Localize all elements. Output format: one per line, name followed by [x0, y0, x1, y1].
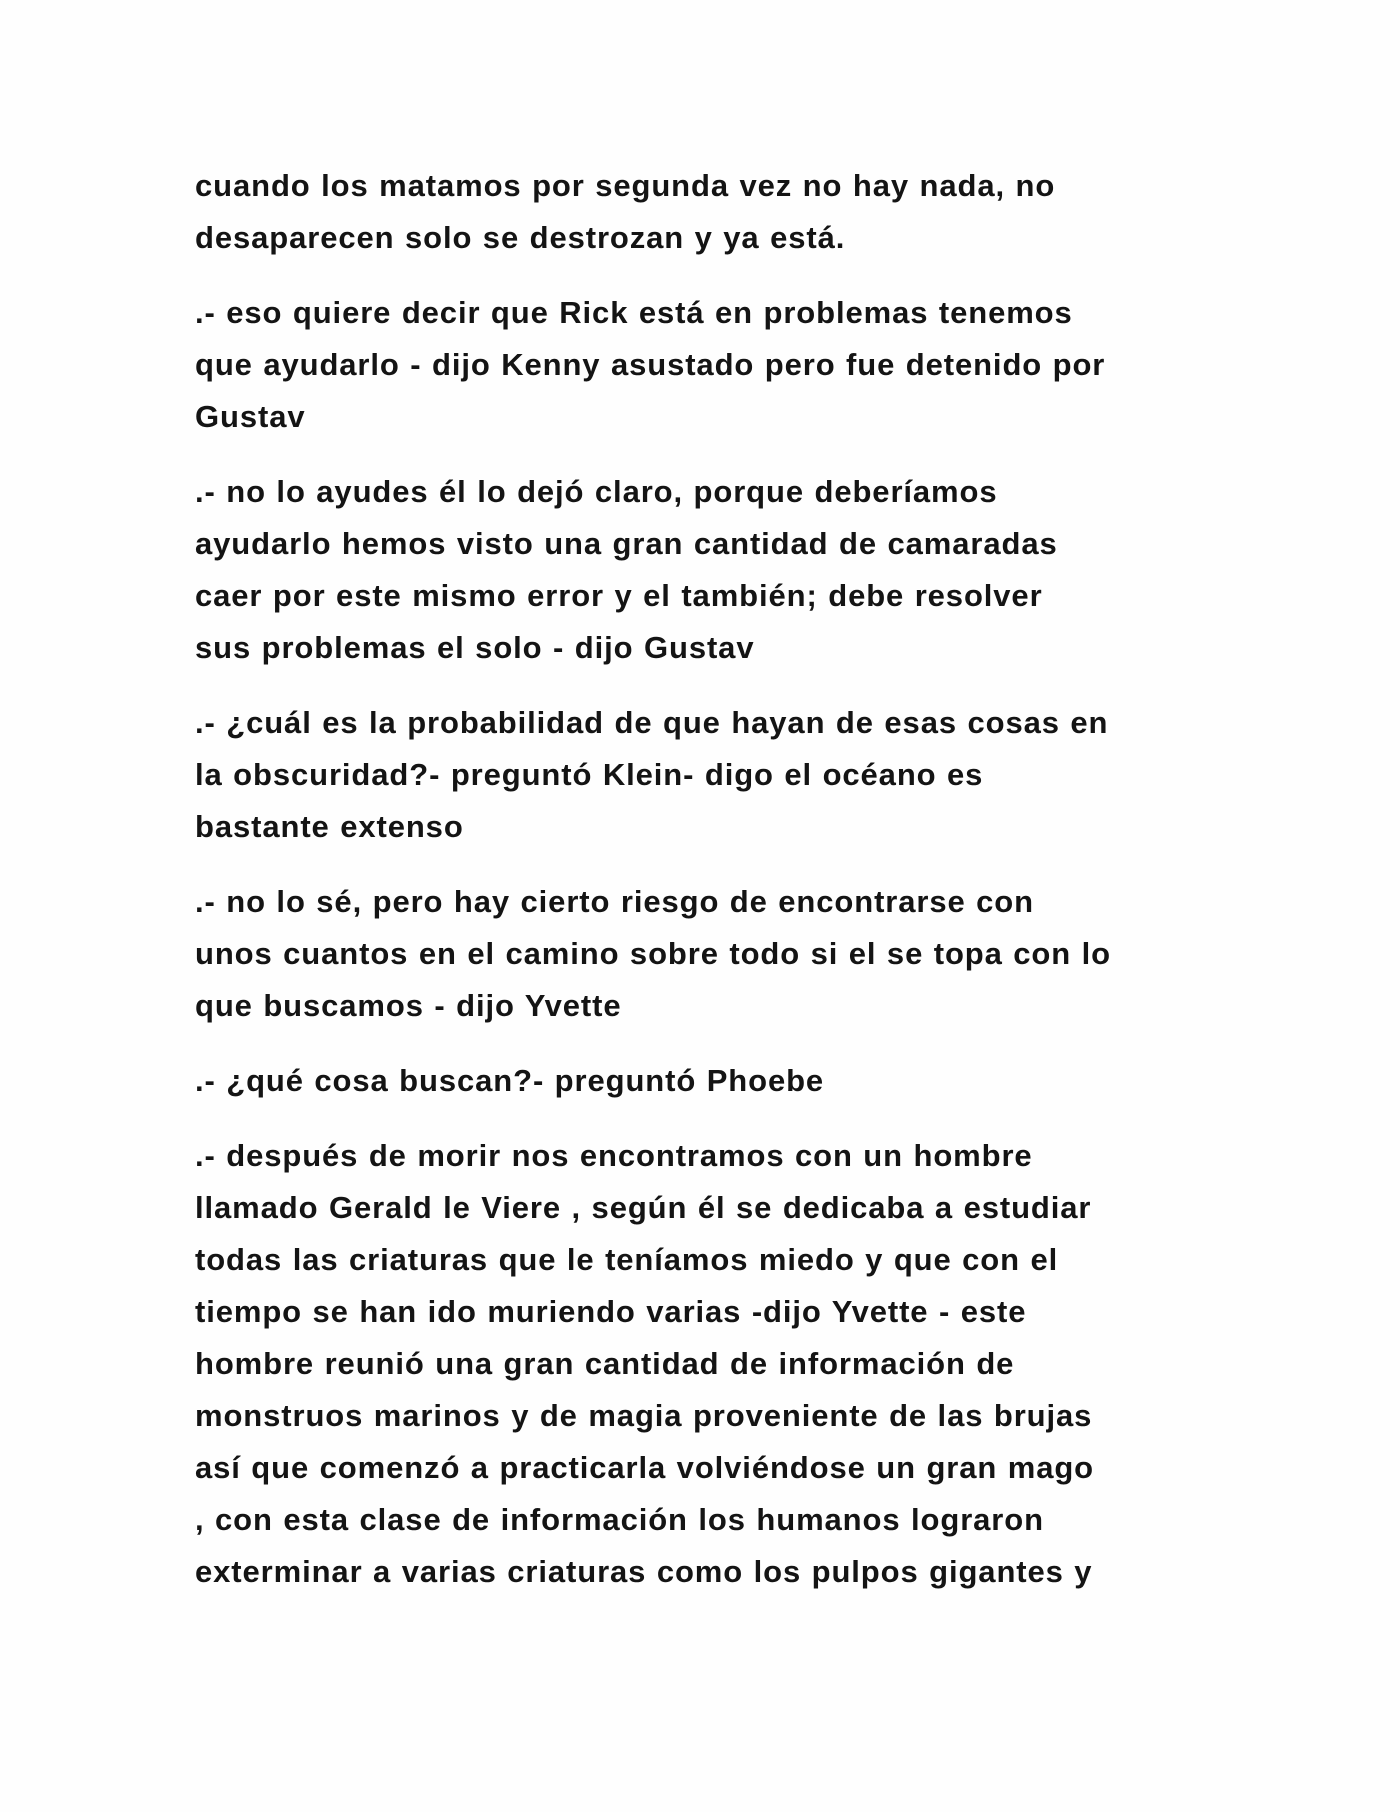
- text-line: unos cuantos en el camino sobre todo si el se topa con lo: [195, 936, 1111, 971]
- text-line: todas las criaturas que le teníamos miedo y que con el: [195, 1242, 1059, 1277]
- text-line: ayudarlo hemos visto una gran cantidad de camaradas: [195, 526, 1058, 561]
- text-line: .- ¿qué cosa buscan?- preguntó Phoebe: [195, 1063, 825, 1098]
- text-line: sus problemas el solo - dijo Gustav: [195, 630, 755, 665]
- text-line: la obscuridad?- preguntó Klein- digo el océano es: [195, 757, 984, 792]
- paragraph: [195, 466, 1225, 674]
- text-line: .- ¿cuál es la probabilidad de que hayan de esas cosas en: [195, 705, 1109, 740]
- text-line: así que comenzó a practicarla volviéndose un gran mago: [195, 1450, 1095, 1485]
- paragraph: [195, 287, 1225, 443]
- text-line: desaparecen solo se destrozan y ya está.: [195, 220, 846, 255]
- text-line: , con esta clase de información los humanos lograron: [195, 1502, 1044, 1537]
- text-line: caer por este mismo error y el también; debe resolver: [195, 578, 1043, 613]
- text-line: llamado Gerald le Viere , según él se dedicaba a estudiar: [195, 1190, 1092, 1225]
- paragraph: [195, 1055, 1225, 1107]
- text-line: cuando los matamos por segunda vez no hay nada, no: [195, 168, 1056, 203]
- text-line: monstruos marinos y de magia proveniente de las brujas: [195, 1398, 1093, 1433]
- text-line: .- después de morir nos encontramos con un hombre: [195, 1138, 1033, 1173]
- text-line: que buscamos - dijo Yvette: [195, 988, 622, 1023]
- text-line: .- no lo sé, pero hay cierto riesgo de encontrarse con: [195, 884, 1034, 919]
- text-line: exterminar a varias criaturas como los pulpos gigantes y: [195, 1554, 1093, 1589]
- text-line: que ayudarlo - dijo Kenny asustado pero fue detenido por: [195, 347, 1106, 382]
- body-text: [195, 160, 1225, 1621]
- text-line: .- eso quiere decir que Rick está en problemas tenemos: [195, 295, 1073, 330]
- text-line: bastante extenso: [195, 809, 464, 844]
- text-line: tiempo se han ido muriendo varias -dijo Yvette - este: [195, 1294, 1027, 1329]
- paragraph: [195, 1130, 1225, 1598]
- paragraph: [195, 697, 1225, 853]
- text-line: hombre reunió una gran cantidad de información de: [195, 1346, 1015, 1381]
- text-line: Gustav: [195, 399, 306, 434]
- paragraph: [195, 160, 1225, 264]
- text-line: .- no lo ayudes él lo dejó claro, porque deberíamos: [195, 474, 998, 509]
- paragraph: [195, 876, 1225, 1032]
